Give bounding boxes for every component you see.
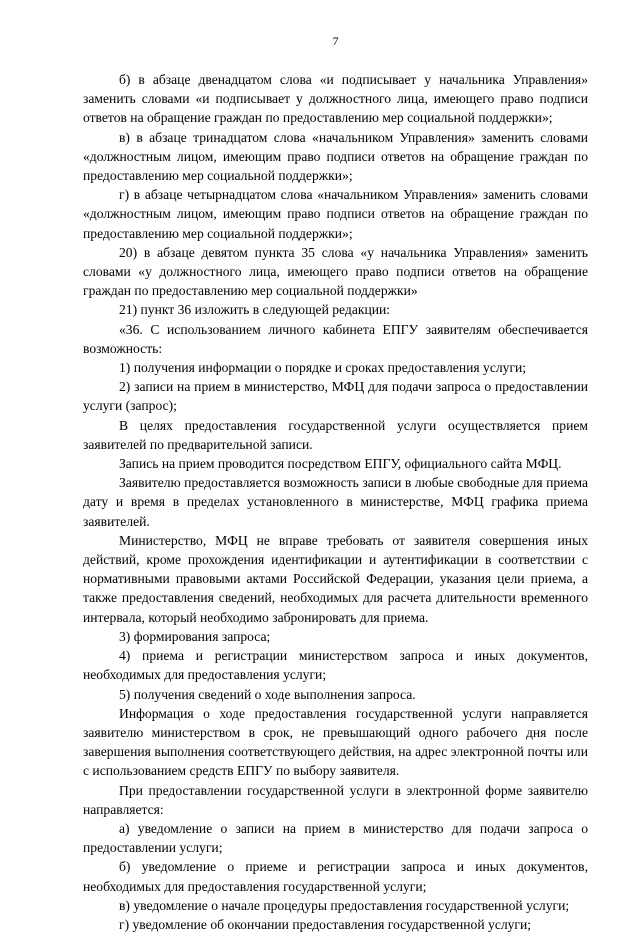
paragraph: г) уведомление об окончании предоставления государственной услуги; <box>119 916 532 932</box>
paragraph: Заявителю предоставляется возможность записи в любые свободные для приема дату и время в пределах установленного в министерстве, МФЦ графика приема заявителей. <box>83 475 588 529</box>
paragraph: б) в абзаце двенадцатом слова «и подписывает у начальника Управления» заменить словами «и подписывает у должностного лица, имеющего право подписи ответов на обращение граждан по предоставлению мер социальной поддержки»; <box>83 72 588 126</box>
paragraph: При предоставлении государственной услуги в электронной форме заявителю направляется: <box>83 782 588 817</box>
paragraph: 3) формирования запроса; <box>119 628 271 644</box>
paragraph: Запись на прием проводится посредством ЕПГУ, официального сайта МФЦ. <box>119 456 562 472</box>
paragraph: г) в абзаце четырнадцатом слова «начальником Управления» заменить словами «должностным лицом, имеющим право подписи ответов на обращение граждан по предоставлению мер социальной поддержки»; <box>83 187 588 241</box>
paragraph: в) уведомление о начале процедуры предоставления государственной услуги; <box>119 897 570 913</box>
document-body <box>83 70 588 934</box>
paragraph: В целях предоставления государственной услуги осуществляется прием заявителей по предварительной записи. <box>83 417 588 452</box>
paragraph: б) уведомление о приеме и регистрации запроса и иных документов, необходимых для предоставления государственной услуги; <box>83 859 588 894</box>
paragraph: 21) пункт 36 изложить в следующей редакции: <box>119 302 391 318</box>
paragraph: Министерство, МФЦ не вправе требовать от заявителя совершения иных действий, кроме прохождения идентификации и аутентификации в соответствии с нормативными правовыми актами Российской Федерации, указания цели приема, а также предоставления сведений, необходимых для расчета длительности временного интервала, который необходимо забронировать для приема. <box>83 532 588 625</box>
paragraph: 2) записи на прием в министерство, МФЦ для подачи запроса о предоставлении услуги (запрос); <box>83 379 588 414</box>
paragraph: 20) в абзаце девятом пункта 35 слова «у начальника Управления» заменить словами «у должностного лица, имеющего право подписи ответов на обращение граждан по предоставлению мер социальной поддержки» <box>83 244 588 299</box>
paragraph: а) уведомление о записи на прием в министерство для подачи запроса о предоставлении услуги; <box>83 820 588 856</box>
paragraph: в) в абзаце тринадцатом слова «начальником Управления» заменить словами «должностным лицом, имеющим право подписи ответов на обращение граждан по предоставлению мер социальной поддержки»; <box>83 129 588 184</box>
page-number: 7 <box>332 34 339 48</box>
paragraph: «36. С использованием личного кабинета ЕПГУ заявителям обеспечивается возможность: <box>83 321 588 356</box>
paragraph: 1) получения информации о порядке и сроках предоставления услуги; <box>119 360 527 376</box>
paragraph: 4) приема и регистрации министерством запроса и иных документов, необходимых для предоставления услуги; <box>83 648 588 683</box>
paragraph: 5) получения сведений о ходе выполнения запроса. <box>119 686 416 702</box>
paragraph: Информация о ходе предоставления государственной услуги направляется заявителю министерством в срок, не превышающий одного рабочего дня после завершения выполнения соответствующего действия, на адрес электронной почты или с использованием средств ЕПГУ по выбору заявителя. <box>83 705 588 779</box>
